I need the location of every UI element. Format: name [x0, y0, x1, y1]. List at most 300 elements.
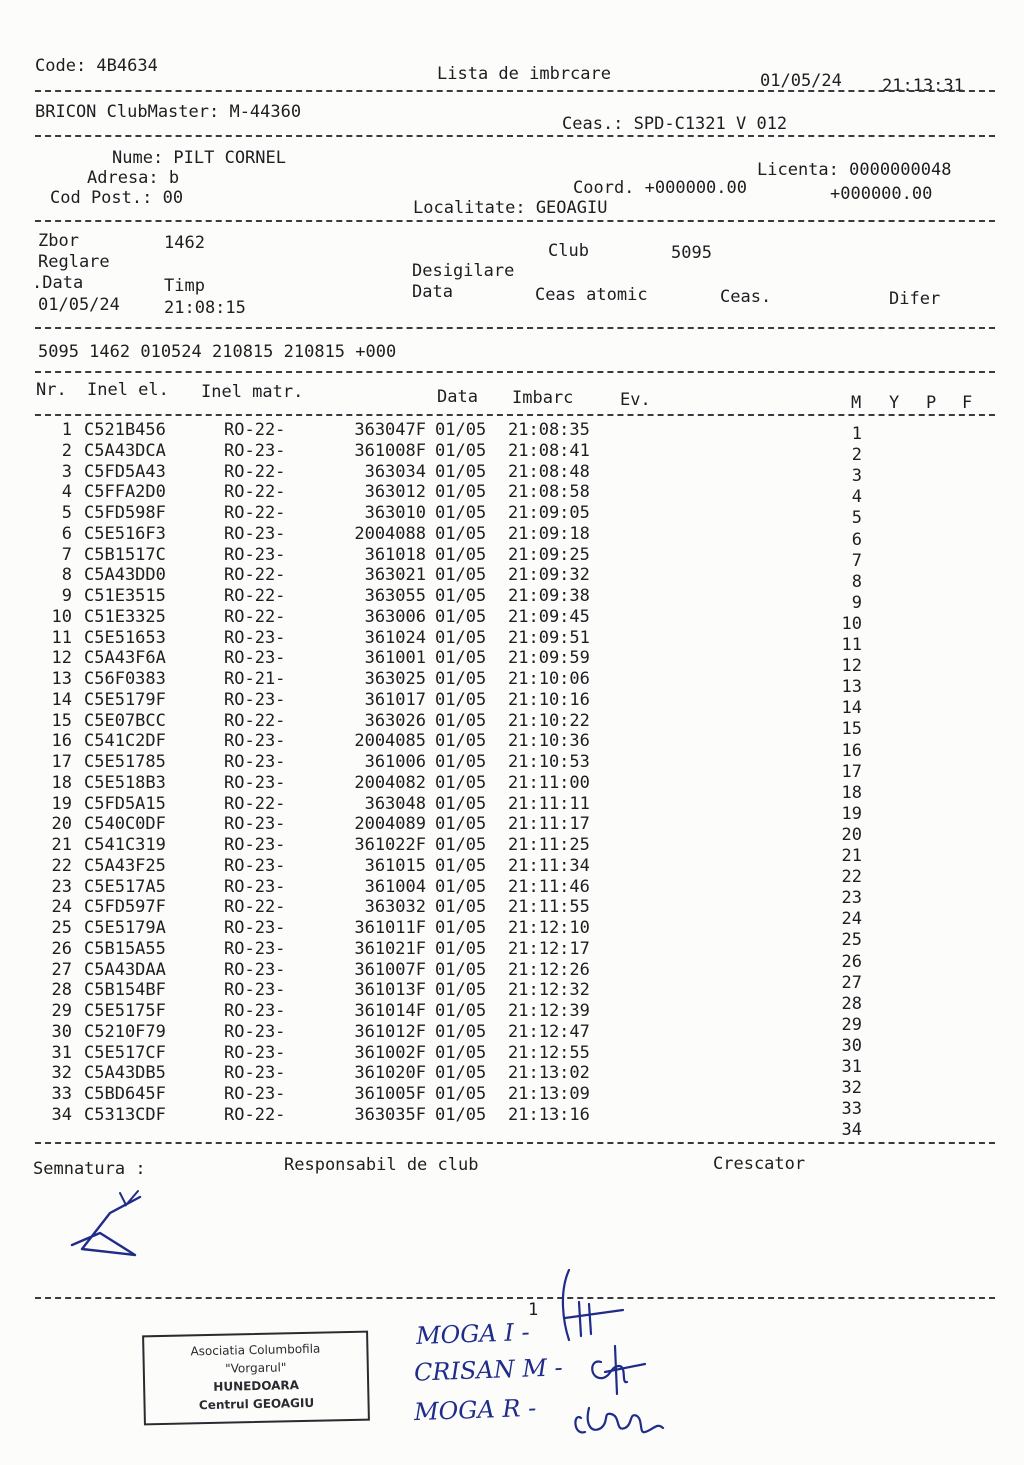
row-number: 31: [51, 1042, 72, 1063]
arrival-date: 01/05: [435, 855, 487, 876]
row-number: 21: [51, 835, 72, 855]
col-p: P: [926, 393, 937, 413]
ring-prefix: RO-23-: [224, 731, 286, 752]
table-row: [0, 689, 1024, 719]
divider: [35, 1297, 995, 1299]
m-value: 12: [841, 656, 862, 677]
electronic-ring: C5E517CF: [84, 1042, 166, 1063]
electronic-ring: C51E3325: [84, 606, 166, 627]
m-value: 22: [841, 867, 862, 888]
m-value: 13: [841, 677, 862, 698]
ring-prefix: RO-23-: [224, 1021, 286, 1042]
row-number: 4: [61, 482, 72, 503]
ring-prefix: RO-23-: [224, 1063, 286, 1084]
clubmaster-id: BRICON ClubMaster: M-44360: [35, 102, 302, 122]
arrival-date: 01/05: [435, 752, 487, 772]
boarding-time: 21:09:05: [508, 503, 590, 523]
divider: [35, 135, 995, 137]
ring-prefix: RO-23-: [224, 918, 286, 938]
ring-series: 363034: [364, 461, 426, 482]
reglare-date: 01/05/24: [38, 295, 120, 315]
table-row: [0, 420, 1024, 444]
arrival-date: 01/05: [435, 938, 487, 959]
electronic-ring: C541C2DF: [84, 731, 166, 752]
m-value: 7: [851, 550, 862, 571]
ring-series: 2004088: [354, 523, 426, 544]
difer-label: Difer: [889, 289, 941, 309]
ring-prefix: RO-23-: [224, 1042, 286, 1063]
arrival-date: 01/05: [435, 669, 487, 689]
data-label: .Data: [32, 273, 84, 293]
arrival-date: 01/05: [435, 420, 487, 440]
ring-series: 361007F: [354, 959, 426, 980]
row-number: 32: [51, 1063, 72, 1084]
m-value: 18: [841, 782, 862, 803]
divider: [35, 371, 995, 373]
owner-coord: Coord. +000000.00: [573, 178, 747, 198]
table-row: [0, 565, 1024, 592]
ring-prefix: RO-22-: [224, 710, 286, 731]
ring-series: 361013F: [354, 980, 426, 1001]
boarding-time: 21:09:32: [508, 565, 590, 586]
ring-series: 361006: [364, 752, 426, 772]
col-imbarc: Imbarc: [512, 388, 574, 408]
handwritten-signatures: [545, 1262, 685, 1462]
electronic-ring: C5E51785: [84, 752, 166, 772]
arrival-date: 01/05: [435, 586, 487, 606]
m-value: 15: [841, 719, 862, 740]
m-value: 5: [851, 508, 862, 529]
col-y: Y: [889, 393, 900, 413]
m-value: 20: [841, 824, 862, 845]
col-inel-matr: Inel matr.: [201, 382, 304, 402]
m-value: 29: [841, 1014, 862, 1035]
electronic-ring: C5A43DCA: [84, 440, 166, 461]
boarding-time: 21:09:18: [508, 523, 590, 544]
row-number: 11: [51, 627, 72, 648]
arrival-date: 01/05: [435, 461, 487, 482]
table-row: [0, 627, 1024, 655]
table-row: [0, 461, 1024, 487]
ring-prefix: RO-23-: [224, 772, 286, 793]
col-m: M: [851, 393, 862, 413]
electronic-ring: C5A43DD0: [84, 565, 166, 586]
row-number: 23: [51, 876, 72, 897]
row-number: 27: [51, 959, 72, 980]
desigilare-label: Desigilare: [412, 261, 515, 281]
ring-series: 363010: [364, 503, 426, 523]
ring-prefix: RO-22-: [224, 420, 286, 440]
table-row: [0, 544, 1024, 571]
arrival-date: 01/05: [435, 1063, 487, 1084]
row-number: 26: [51, 938, 72, 959]
boarding-time: 21:11:00: [508, 772, 590, 793]
ring-series: 361021F: [354, 938, 426, 959]
arrival-date: 01/05: [435, 523, 487, 544]
ring-series: 361014F: [354, 1001, 426, 1021]
ceas-atomic-label: Ceas atomic: [535, 285, 648, 305]
ring-series: 361022F: [354, 835, 426, 855]
arrival-date: 01/05: [435, 772, 487, 793]
ring-prefix: RO-23-: [224, 876, 286, 897]
row-number: 12: [51, 648, 72, 669]
electronic-ring: C5E517A5: [84, 876, 166, 897]
table-row: [0, 503, 1024, 529]
m-value: 27: [841, 972, 862, 993]
electronic-ring: C5E5179F: [84, 689, 166, 710]
boarding-time: 21:13:09: [508, 1084, 590, 1104]
stamp-line-1: Asociatia Columbofila: [190, 1341, 321, 1359]
ring-series: 2004085: [354, 731, 426, 752]
arrival-date: 01/05: [435, 731, 487, 752]
m-value: 23: [841, 888, 862, 909]
club-stamp: [142, 1331, 370, 1426]
owner-postcode: Cod Post.: 00: [50, 188, 184, 208]
boarding-time: 21:08:41: [508, 440, 590, 461]
ring-series: 363035F: [354, 1104, 426, 1125]
ring-prefix: RO-23-: [224, 959, 286, 980]
electronic-ring: C5FD5A15: [84, 793, 166, 814]
ring-prefix: RO-23-: [224, 752, 286, 772]
boarding-time: 21:11:34: [508, 855, 590, 876]
boarding-time: 21:11:46: [508, 876, 590, 897]
table-row: [0, 648, 1024, 677]
arrival-date: 01/05: [435, 710, 487, 731]
ring-series: 361001: [364, 648, 426, 669]
table-row: [0, 482, 1024, 508]
electronic-ring: C5BD645F: [84, 1084, 166, 1104]
m-value: 33: [841, 1099, 862, 1120]
ring-series: 363006: [364, 606, 426, 627]
arrival-date: 01/05: [435, 1042, 487, 1063]
arrival-date: 01/05: [435, 980, 487, 1001]
boarding-time: 21:08:35: [508, 420, 590, 440]
clock-id: Ceas.: SPD-C1321 V 012: [562, 114, 788, 134]
electronic-ring: C51E3515: [84, 586, 166, 606]
divider: [35, 220, 995, 222]
ring-prefix: RO-21-: [224, 669, 286, 689]
m-value: 6: [851, 529, 862, 550]
electronic-ring: C5B154BF: [84, 980, 166, 1001]
table-row: [0, 669, 1024, 698]
ring-prefix: RO-23-: [224, 1084, 286, 1104]
table-row: [0, 710, 1024, 740]
club-label: Club: [548, 241, 589, 261]
row-number: 3: [61, 461, 72, 482]
table-row: [0, 793, 1024, 824]
boarding-time: 21:08:48: [508, 461, 590, 482]
electronic-ring: C5313CDF: [84, 1104, 166, 1125]
handwritten-name-2: CRISAN M -: [413, 1353, 564, 1387]
arrival-date: 01/05: [435, 793, 487, 814]
desigilare-data-label: Data: [412, 282, 453, 302]
row-number: 25: [51, 918, 72, 938]
ring-series: 361002F: [354, 1042, 426, 1063]
col-ev: Ev.: [620, 390, 651, 410]
ring-prefix: RO-22-: [224, 586, 286, 606]
boarding-time: 21:12:47: [508, 1021, 590, 1042]
ring-prefix: RO-23-: [224, 544, 286, 565]
reglare-time: 21:08:15: [164, 298, 246, 318]
ring-prefix: RO-23-: [224, 523, 286, 544]
row-number: 18: [51, 772, 72, 793]
electronic-ring: C5E516F3: [84, 523, 166, 544]
timp-label: Timp: [164, 276, 205, 296]
ring-series: 361008F: [354, 440, 426, 461]
ring-prefix: RO-23-: [224, 689, 286, 710]
ring-prefix: RO-22-: [224, 482, 286, 503]
stamp-line-2: "Vorgarul": [225, 1360, 287, 1376]
owner-coord2: +000000.00: [830, 184, 933, 204]
electronic-ring: C5A43DAA: [84, 959, 166, 980]
row-number: 9: [61, 586, 72, 606]
row-number: 14: [51, 689, 72, 710]
electronic-ring: C5A43F25: [84, 855, 166, 876]
arrival-date: 01/05: [435, 1104, 487, 1125]
divider: [35, 414, 995, 416]
ring-series: 2004082: [354, 772, 426, 793]
flight-label: Zbor: [38, 231, 79, 251]
boarding-time: 21:11:55: [508, 897, 590, 918]
electronic-ring: C5E5179A: [84, 918, 166, 938]
m-value: 9: [851, 592, 862, 613]
m-value: 10: [841, 613, 862, 634]
ring-prefix: RO-22-: [224, 606, 286, 627]
boarding-time: 21:09:51: [508, 627, 590, 648]
arrival-date: 01/05: [435, 897, 487, 918]
ring-prefix: RO-23-: [224, 835, 286, 855]
col-inel-el: Inel el.: [87, 380, 169, 400]
m-value: 34: [841, 1120, 862, 1141]
electronic-ring: C5210F79: [84, 1021, 166, 1042]
row-number: 17: [51, 752, 72, 772]
m-value: 32: [841, 1078, 862, 1099]
code-label: Code: 4B4634: [35, 56, 158, 76]
stamp-line-4: Centrul GEOAGIU: [198, 1395, 315, 1413]
ring-prefix: RO-22-: [224, 793, 286, 814]
page-number: 1: [528, 1300, 539, 1320]
m-value: 2: [851, 445, 862, 466]
boarding-time: 21:10:22: [508, 710, 590, 731]
ring-series: 361015: [364, 855, 426, 876]
ring-series: 363032: [364, 897, 426, 918]
owner-license: Licenta: 0000000048: [757, 160, 952, 180]
table-row: [0, 440, 1024, 466]
m-value: 14: [841, 698, 862, 719]
signature-label: Semnatura :: [33, 1159, 146, 1179]
row-number: 20: [51, 814, 72, 835]
arrival-date: 01/05: [435, 814, 487, 835]
m-value: 19: [841, 803, 862, 824]
owner-address: Adresa: b: [87, 168, 180, 188]
ring-series: 361012F: [354, 1021, 426, 1042]
electronic-ring: C5FFA2D0: [84, 482, 166, 503]
divider: [35, 1142, 995, 1144]
print-time: 21:13:31: [882, 76, 964, 96]
m-value: 11: [841, 635, 862, 655]
electronic-ring: C5FD598F: [84, 503, 166, 523]
ring-prefix: RO-23-: [224, 440, 286, 461]
ring-series: 361005F: [354, 1084, 426, 1104]
print-date: 01/05/24: [760, 71, 842, 91]
ring-prefix: RO-22-: [224, 1104, 286, 1125]
ring-prefix: RO-23-: [224, 814, 286, 835]
arrival-date: 01/05: [435, 1021, 487, 1042]
ring-series: 363012: [364, 482, 426, 503]
row-number: 30: [51, 1021, 72, 1042]
ring-prefix: RO-23-: [224, 627, 286, 648]
m-value: 1: [851, 424, 862, 444]
m-value: 30: [841, 1035, 862, 1056]
ring-series: 363048: [364, 793, 426, 814]
electronic-ring: C5B15A55: [84, 938, 166, 959]
boarding-time: 21:10:16: [508, 689, 590, 710]
row-number: 22: [51, 855, 72, 876]
boarding-time: 21:13:02: [508, 1063, 590, 1084]
divider: [35, 90, 995, 92]
electronic-ring: C5FD597F: [84, 897, 166, 918]
electronic-ring: C5A43DB5: [84, 1063, 166, 1084]
ring-series: 361020F: [354, 1063, 426, 1084]
m-value: 28: [841, 993, 862, 1014]
ring-prefix: RO-23-: [224, 1001, 286, 1021]
ring-series: 361004: [364, 876, 426, 897]
table-row: [0, 523, 1024, 550]
boarding-time: 21:12:17: [508, 938, 590, 959]
row-number: 15: [51, 710, 72, 731]
row-number: 29: [51, 1001, 72, 1021]
boarding-time: 21:12:55: [508, 1042, 590, 1063]
m-value: 8: [851, 571, 862, 592]
ring-series: 2004089: [354, 814, 426, 835]
row-number: 2: [61, 440, 72, 461]
ring-prefix: RO-22-: [224, 897, 286, 918]
electronic-ring: C5E5175F: [84, 1001, 166, 1021]
arrival-date: 01/05: [435, 482, 487, 503]
ring-series: 363026: [364, 710, 426, 731]
ring-series: 361018: [364, 544, 426, 565]
m-value: 17: [841, 761, 862, 782]
m-value: 21: [841, 846, 862, 866]
table-row: [0, 586, 1024, 613]
boarding-time: 21:12:39: [508, 1001, 590, 1021]
electronic-ring: C5E51653: [84, 627, 166, 648]
col-data: Data: [437, 387, 478, 407]
arrival-date: 01/05: [435, 544, 487, 565]
owner-locality: Localitate: GEOAGIU: [413, 198, 608, 218]
ring-prefix: RO-22-: [224, 461, 286, 482]
table-row: [0, 606, 1024, 634]
electronic-ring: C5B1517C: [84, 544, 166, 565]
arrival-date: 01/05: [435, 689, 487, 710]
table-row: [0, 1104, 1024, 1141]
table-row: [0, 731, 1024, 761]
row-number: 24: [51, 897, 72, 918]
row-number: 28: [51, 980, 72, 1001]
m-value: 3: [851, 466, 862, 487]
boarding-time: 21:08:58: [508, 482, 590, 503]
boarding-time: 21:09:59: [508, 648, 590, 669]
handwritten-name-1: MOGA I -: [415, 1318, 531, 1350]
electronic-ring: C540C0DF: [84, 814, 166, 835]
electronic-ring: C56F0383: [84, 669, 166, 689]
row-number: 5: [61, 503, 72, 523]
ceas-label: Ceas.: [720, 287, 772, 307]
electronic-ring: C5E518B3: [84, 772, 166, 793]
electronic-ring: C521B456: [84, 420, 166, 440]
ring-series: 363021: [364, 565, 426, 586]
row-number: 8: [61, 565, 72, 586]
flight-number: 1462: [164, 233, 205, 253]
ring-prefix: RO-23-: [224, 980, 286, 1001]
ring-prefix: RO-23-: [224, 648, 286, 669]
row-number: 34: [51, 1104, 72, 1125]
stamp-line-3: HUNEDOARA: [213, 1378, 300, 1394]
table-row: [0, 772, 1024, 803]
row-number: 33: [51, 1084, 72, 1104]
handwritten-name-3: MOGA R -: [413, 1393, 537, 1427]
m-value: 25: [841, 930, 862, 951]
m-value: 24: [841, 909, 862, 930]
ring-prefix: RO-22-: [224, 565, 286, 586]
m-value: 31: [841, 1057, 862, 1077]
m-value: 4: [851, 487, 862, 508]
boarding-time: 21:10:06: [508, 669, 590, 689]
ring-series: 363055: [364, 586, 426, 606]
row-number: 10: [51, 606, 72, 627]
breeder-label: Crescator: [713, 1154, 806, 1174]
arrival-date: 01/05: [435, 959, 487, 980]
arrival-date: 01/05: [435, 440, 487, 461]
divider: [35, 327, 995, 329]
arrival-date: 01/05: [435, 648, 487, 669]
arrival-date: 01/05: [435, 606, 487, 627]
ring-series: 363047F: [354, 420, 426, 440]
ring-series: 363025: [364, 669, 426, 689]
row-number: 6: [61, 523, 72, 544]
boarding-time: 21:09:38: [508, 586, 590, 606]
boarding-time: 21:10:36: [508, 731, 590, 752]
ring-series: 361011F: [354, 918, 426, 938]
arrival-date: 01/05: [435, 918, 487, 938]
breeder-signature: [60, 1185, 160, 1265]
boarding-time: 21:13:16: [508, 1104, 590, 1125]
boarding-time: 21:11:17: [508, 814, 590, 835]
document-title: Lista de imbrcare: [437, 64, 611, 84]
m-value: 16: [841, 740, 862, 761]
table-row: [0, 752, 1024, 782]
row-number: 1: [61, 420, 72, 440]
boarding-time: 21:10:53: [508, 752, 590, 772]
ring-series: 361017: [364, 689, 426, 710]
row-number: 13: [51, 669, 72, 689]
arrival-date: 01/05: [435, 503, 487, 523]
reglare-label: Reglare: [38, 252, 110, 272]
flight-summary: 5095 1462 010524 210815 210815 +000: [38, 342, 397, 362]
club-responsible-label: Responsabil de club: [284, 1155, 479, 1175]
boarding-time: 21:12:32: [508, 980, 590, 1001]
club-number: 5095: [671, 243, 712, 263]
boarding-time: 21:11:11: [508, 793, 590, 814]
ring-prefix: RO-23-: [224, 938, 286, 959]
electronic-ring: C5FD5A43: [84, 461, 166, 482]
boarding-time: 21:12:26: [508, 959, 590, 980]
arrival-date: 01/05: [435, 565, 487, 586]
ring-prefix: RO-22-: [224, 503, 286, 523]
boarding-time: 21:09:25: [508, 544, 590, 565]
arrival-date: 01/05: [435, 627, 487, 648]
boarding-time: 21:09:45: [508, 606, 590, 627]
